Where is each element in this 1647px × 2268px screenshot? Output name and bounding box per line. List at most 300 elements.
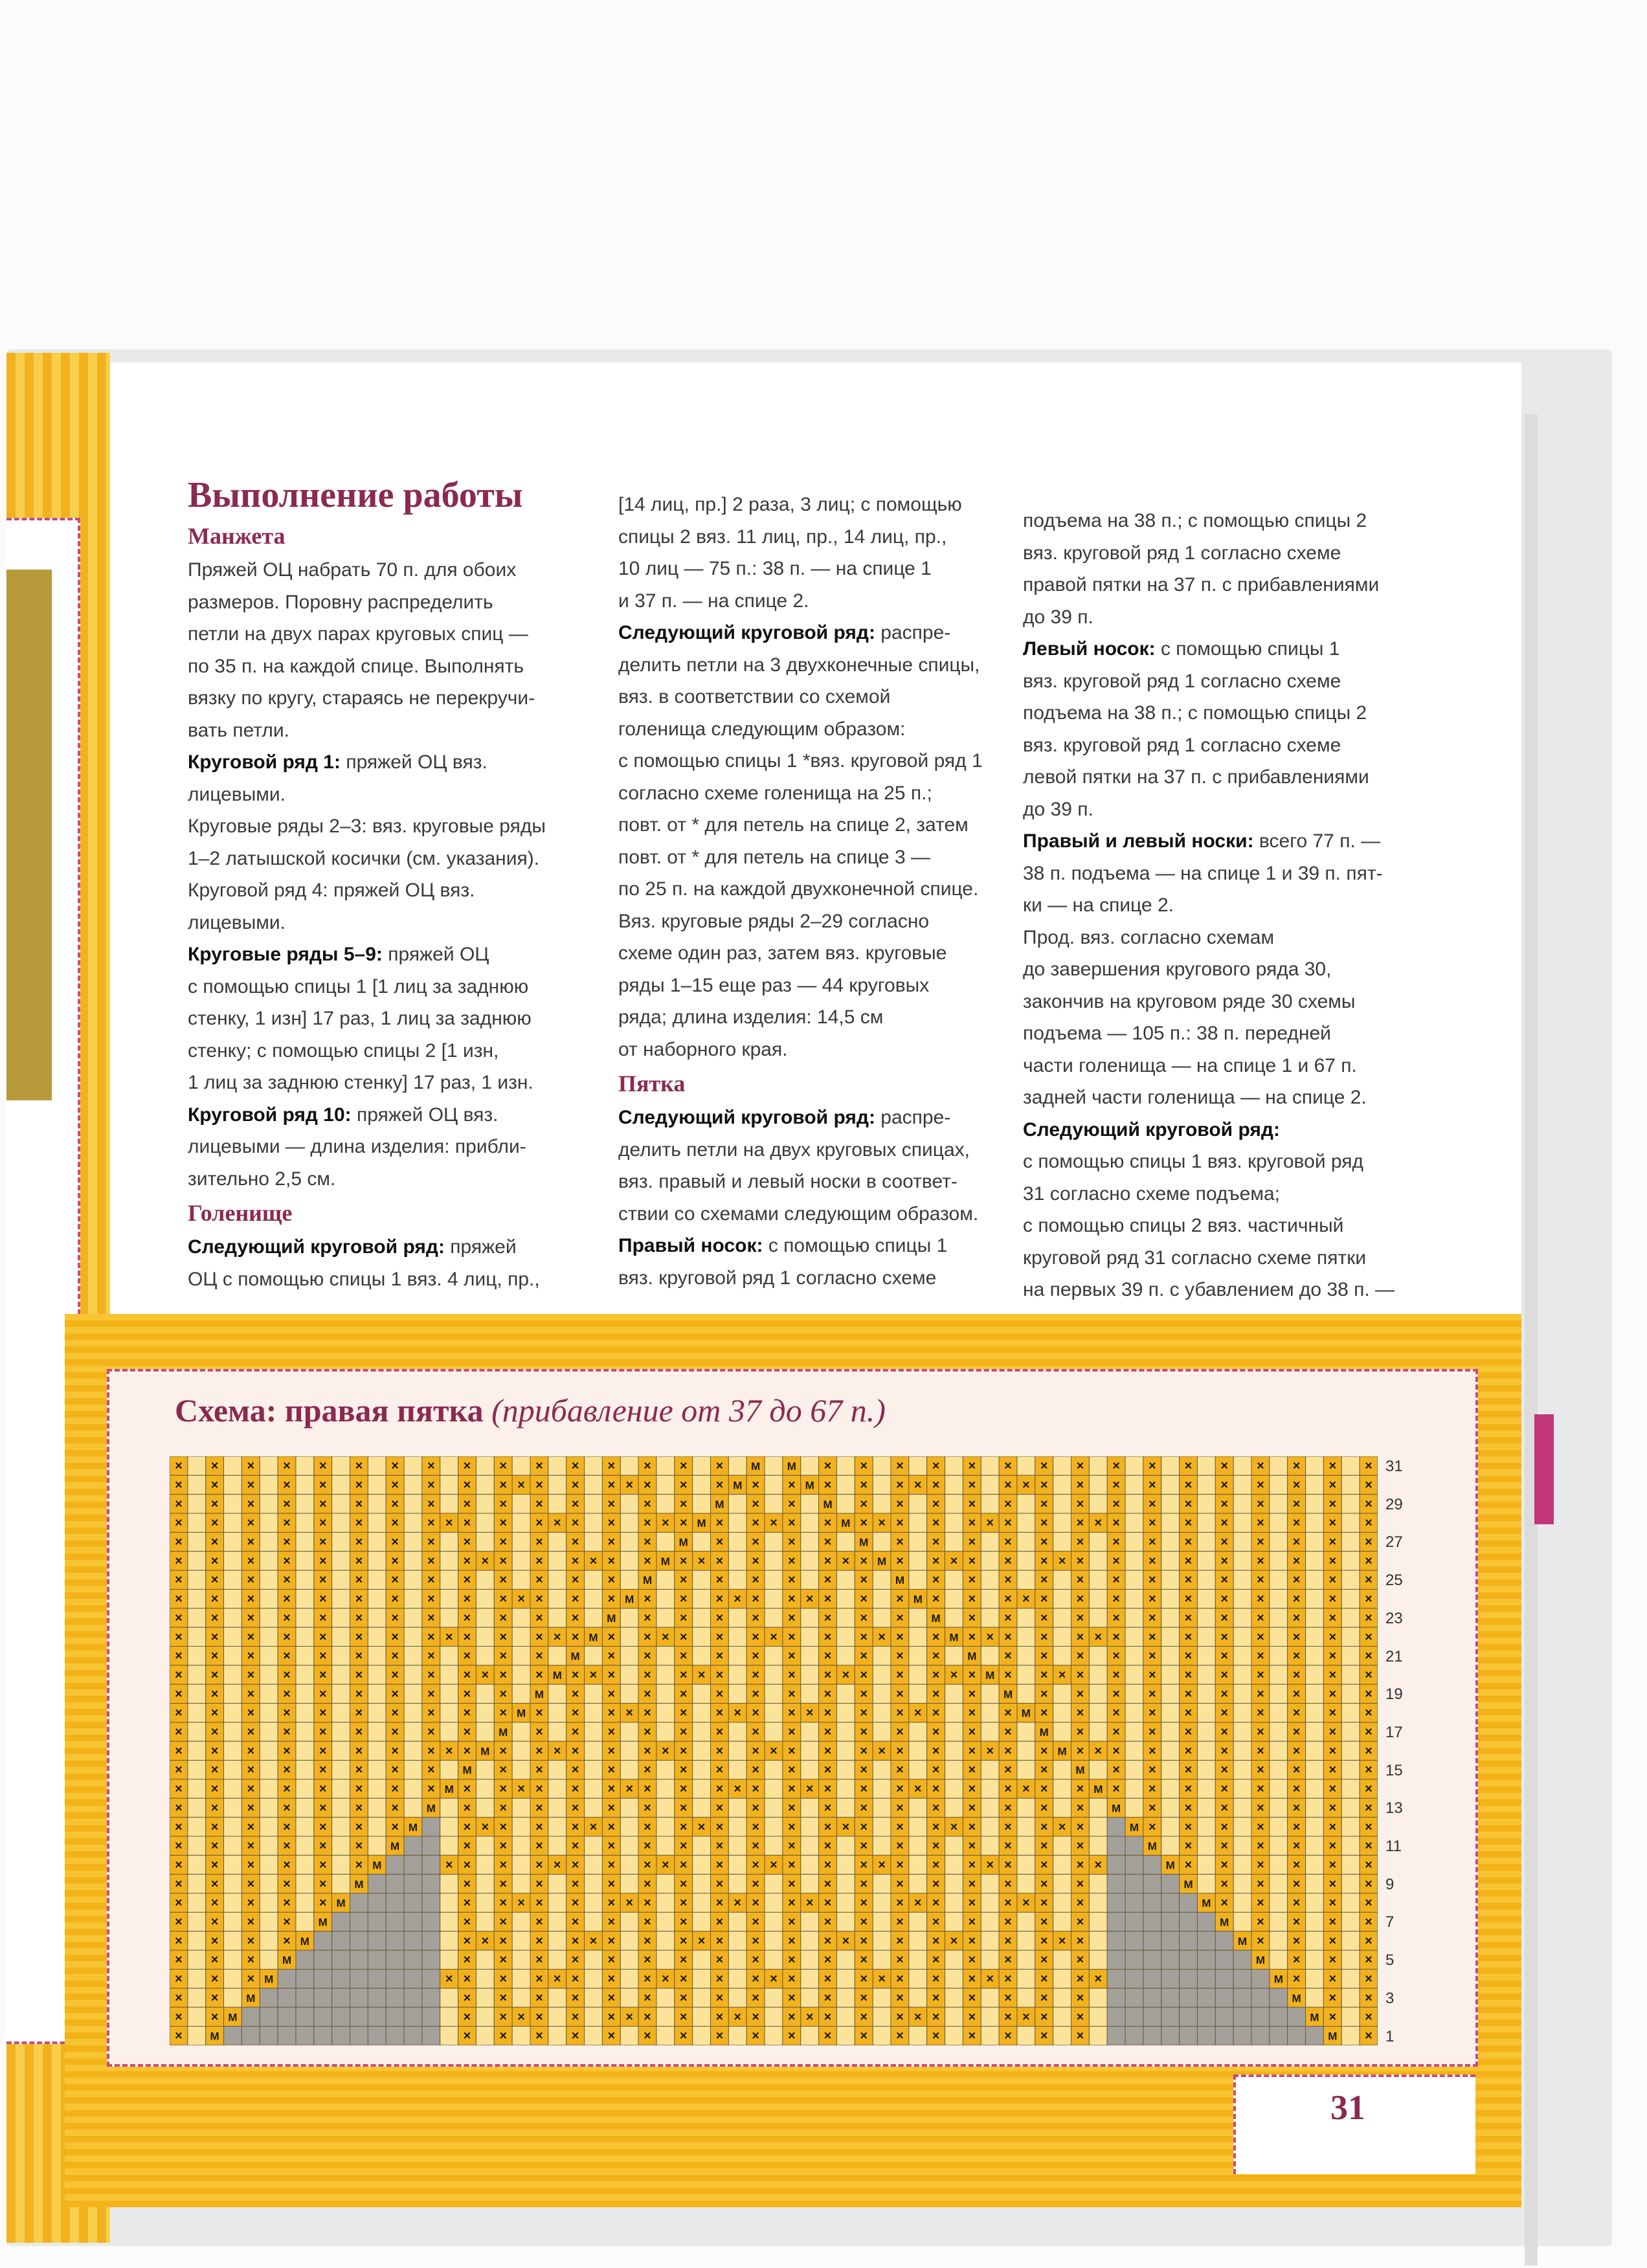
line-text: вяз. круговой ряд 1 согласно схеме xyxy=(1023,734,1341,756)
stitch-symbol: × xyxy=(752,1953,759,1968)
stitch-symbol: × xyxy=(1292,1592,1301,1606)
stitch-symbol: × xyxy=(968,1953,976,1968)
chart-cell xyxy=(476,1684,494,1703)
chart-cell xyxy=(801,1741,819,1760)
chart-cell xyxy=(620,1608,638,1627)
chart-cell xyxy=(1341,1513,1360,1532)
chart-cell xyxy=(512,2027,530,2045)
chart-cell xyxy=(1270,1665,1288,1684)
chart-cell xyxy=(548,1570,566,1589)
stitch-symbol: × xyxy=(391,1459,399,1474)
chart-cell xyxy=(1035,1647,1053,1665)
stitch-symbol: × xyxy=(1148,1592,1156,1606)
stitch-symbol: × xyxy=(1365,1706,1372,1720)
chart-cell xyxy=(999,1798,1017,1817)
chart-cell xyxy=(476,1647,494,1665)
chart-cell xyxy=(783,1931,801,1950)
stitch-symbol: × xyxy=(571,1610,579,1625)
chart-cell xyxy=(1071,1931,1090,1950)
chart-cell xyxy=(891,1931,909,1950)
chart-cell xyxy=(728,1570,746,1589)
chart-cell xyxy=(1270,1874,1288,1893)
stitch-symbol: × xyxy=(1328,1990,1337,2005)
chart-cell xyxy=(728,1608,746,1627)
chart-cell xyxy=(1053,1475,1071,1494)
stitch-symbol: × xyxy=(860,1819,868,1834)
stitch-symbol: × xyxy=(319,1858,327,1873)
chart-cell xyxy=(656,1874,675,1893)
chart-cell xyxy=(1323,1931,1341,1950)
chart-cell xyxy=(404,1836,422,1855)
chart-cell xyxy=(656,2027,675,2045)
chart-cell xyxy=(206,1513,224,1532)
chart-cell xyxy=(350,1836,368,1855)
chart-cell xyxy=(566,1495,585,1513)
chart-cell xyxy=(1053,1950,1071,1969)
chart-cell xyxy=(728,1532,746,1551)
chart-cell xyxy=(530,1608,548,1627)
chart-cell xyxy=(314,1761,332,1779)
chart-cell xyxy=(278,1513,296,1532)
text-line xyxy=(618,617,1033,649)
chart-cell xyxy=(188,1704,206,1722)
stitch-symbol: × xyxy=(427,1630,435,1645)
stitch-symbol: × xyxy=(427,1478,435,1493)
chart-cell xyxy=(1143,1912,1161,1931)
stitch-symbol: × xyxy=(1220,1801,1229,1816)
stitch-symbol: × xyxy=(319,1630,327,1645)
stitch-symbol: × xyxy=(1257,1553,1264,1568)
chart-cell xyxy=(422,1874,440,1893)
chart-cell xyxy=(386,1495,404,1513)
chart-cell xyxy=(422,1761,440,1779)
text-line xyxy=(618,809,1033,841)
chart-cell xyxy=(241,1589,260,1608)
chart-cell xyxy=(1180,1665,1198,1684)
chart-cell xyxy=(206,1931,224,1950)
chart-cell xyxy=(585,1912,603,1931)
stitch-symbol: × xyxy=(319,1516,327,1531)
stitch-symbol: × xyxy=(175,1706,183,1720)
knitting-chart-grid xyxy=(170,1456,1378,2045)
stitch-symbol: × xyxy=(319,1496,327,1511)
chart-cell xyxy=(296,1855,314,1874)
chart-cell xyxy=(855,2027,873,2045)
chart-cell xyxy=(999,1532,1017,1551)
chart-cell xyxy=(675,1818,693,1836)
chart-cell xyxy=(1215,1704,1233,1722)
chart-cell xyxy=(170,1912,188,1931)
chart-cell xyxy=(1071,1665,1090,1684)
stitch-symbol: × xyxy=(247,1876,255,1891)
chart-cell xyxy=(530,1988,548,2007)
line-text: ствии со схемами следующим образом. xyxy=(618,1203,979,1225)
chart-cell xyxy=(530,1665,548,1684)
stitch-symbol: × xyxy=(679,1553,688,1568)
chart-cell xyxy=(241,1950,260,1969)
chart-cell xyxy=(693,1969,711,1988)
chart-cell xyxy=(873,1855,891,1874)
stitch-symbol: × xyxy=(319,1876,327,1891)
chart-cell xyxy=(638,1779,656,1798)
stitch-symbol: × xyxy=(644,1839,651,1854)
stitch-symbol: × xyxy=(1220,1782,1229,1797)
chart-cell xyxy=(728,1665,746,1684)
chart-cell xyxy=(585,1570,603,1589)
chart-cell xyxy=(1161,1836,1180,1855)
stitch-symbol: × xyxy=(1365,1649,1372,1663)
chart-cell xyxy=(999,1608,1017,1627)
stitch-symbol: × xyxy=(860,1744,868,1759)
chart-cell xyxy=(170,1513,188,1532)
chart-cell xyxy=(512,1779,530,1798)
chart-cell xyxy=(1053,1912,1071,1931)
stitch-symbol: × xyxy=(1040,1687,1048,1702)
stitch-symbol: × xyxy=(571,2029,579,2043)
chart-cell xyxy=(224,1931,242,1950)
chart-cell xyxy=(999,1684,1017,1703)
line-text: с помощью спицы 1 [1 лиц за заднюю xyxy=(188,975,529,997)
stitch-symbol: × xyxy=(463,1535,471,1550)
chart-cell xyxy=(1341,1893,1360,1912)
chart-cell xyxy=(1306,1779,1324,1798)
chart-cell xyxy=(440,1969,458,1988)
chart-cell xyxy=(188,1551,206,1570)
stitch-symbol: × xyxy=(607,1535,616,1550)
stitch-symbol: × xyxy=(824,1649,832,1663)
chart-cell xyxy=(675,1665,693,1684)
text-line xyxy=(618,1198,1033,1230)
stitch-symbol: × xyxy=(896,1896,904,1911)
stitch-symbol: × xyxy=(805,1706,814,1720)
chart-cell xyxy=(981,1532,999,1551)
stitch-symbol: × xyxy=(662,1744,669,1759)
chart-cell xyxy=(1107,1761,1125,1779)
stitch-symbol: × xyxy=(787,1953,796,1968)
stitch-symbol: × xyxy=(1365,1876,1372,1891)
chart-cell xyxy=(728,2027,746,2045)
chart-cell xyxy=(1360,1722,1378,1741)
text-line xyxy=(188,1099,602,1131)
chart-cell xyxy=(783,1912,801,1931)
stitch-symbol: × xyxy=(1328,1516,1337,1531)
chart-cell xyxy=(693,1855,711,1874)
chart-cell xyxy=(548,1722,566,1741)
chart-cell xyxy=(909,1912,927,1931)
stitch-symbol: × xyxy=(319,1896,327,1911)
stitch-symbol: × xyxy=(355,1459,363,1474)
stitch-symbol: × xyxy=(950,1933,958,1948)
chart-cell xyxy=(386,1647,404,1665)
stitch-symbol: × xyxy=(1184,1496,1193,1511)
chart-cell xyxy=(1089,1950,1107,1969)
chart-cell xyxy=(1306,1741,1324,1760)
stitch-symbol: × xyxy=(715,1839,724,1854)
chart-cell xyxy=(530,1741,548,1760)
chart-cell xyxy=(206,1779,224,1798)
stitch-symbol: × xyxy=(1292,1610,1301,1625)
stitch-symbol: × xyxy=(499,2029,508,2043)
line-text: Круговой ряд 4: пряжей ОЦ вяз. xyxy=(188,880,475,901)
stitch-symbol: × xyxy=(752,1915,759,1929)
chart-cell xyxy=(1288,1893,1306,1912)
chart-cell xyxy=(585,1988,603,2007)
chart-cell xyxy=(512,1456,530,1475)
chart-cell xyxy=(620,1912,638,1931)
line-text: пряжей ОЦ вяз. xyxy=(341,751,487,773)
chart-cell xyxy=(206,1874,224,1893)
chart-cell xyxy=(675,1589,693,1608)
chart-cell xyxy=(512,1704,530,1722)
chart-cell xyxy=(1053,1704,1071,1722)
chart-cell xyxy=(260,1608,278,1627)
chart-cell xyxy=(440,1589,458,1608)
chart-cell xyxy=(602,1818,620,1836)
chart-cell xyxy=(1053,1893,1071,1912)
chart-cell xyxy=(1270,1684,1288,1703)
chart-cell xyxy=(241,1475,260,1494)
chart-cell xyxy=(693,1627,711,1646)
stitch-symbol: × xyxy=(968,1592,976,1606)
stitch-symbol: × xyxy=(1112,1592,1120,1606)
stitch-symbol: × xyxy=(1328,1592,1337,1606)
chart-cell xyxy=(422,1589,440,1608)
chart-cell xyxy=(836,1931,855,1950)
stitch-symbol: × xyxy=(1257,1610,1264,1625)
stitch-symbol: × xyxy=(319,1573,327,1588)
chart-cell xyxy=(1180,1608,1198,1627)
line-text: лицевыми. xyxy=(188,783,286,805)
chart-cell xyxy=(458,1570,476,1589)
chart-cell xyxy=(1323,1684,1341,1703)
chart-cell xyxy=(296,1741,314,1760)
chart-cell xyxy=(1071,2007,1090,2026)
chart-cell xyxy=(350,1950,368,1969)
chart-cell xyxy=(1215,2027,1233,2045)
chart-cell xyxy=(945,1589,963,1608)
chart-cell xyxy=(548,1684,566,1703)
text-line xyxy=(1023,922,1437,954)
chart-cell xyxy=(873,1589,891,1608)
chart-cell xyxy=(422,1475,440,1494)
chart-cell xyxy=(530,1874,548,1893)
chart-cell xyxy=(1089,1495,1107,1513)
chart-cell xyxy=(1089,1589,1107,1608)
stitch-symbol: × xyxy=(535,1496,543,1511)
chart-cell xyxy=(656,1741,675,1760)
chart-cell xyxy=(585,2027,603,2045)
chart-cell xyxy=(602,1969,620,1988)
stitch-symbol: × xyxy=(391,1819,399,1834)
chart-cell xyxy=(404,1608,422,1627)
chart-cell xyxy=(1306,1969,1324,1988)
chart-cell xyxy=(1306,1570,1324,1589)
stitch-symbol: × xyxy=(1112,1516,1120,1531)
stitch-symbol: × xyxy=(427,1782,435,1797)
stitch-symbol: × xyxy=(463,1592,471,1606)
chart-cell xyxy=(675,1684,693,1703)
chart-cell xyxy=(1197,1855,1215,1874)
stitch-symbol: × xyxy=(283,1876,291,1891)
stitch-symbol: × xyxy=(210,1762,219,1777)
chart-cell xyxy=(945,1665,963,1684)
chart-cell xyxy=(1071,1589,1090,1608)
stitch-symbol: × xyxy=(1365,1915,1372,1929)
chart-cell xyxy=(368,1495,386,1513)
chart-cell xyxy=(1341,1704,1360,1722)
chart-cell xyxy=(746,1665,765,1684)
stitch-symbol: × xyxy=(968,1630,976,1645)
chart-cell xyxy=(224,1456,242,1475)
chart-cell xyxy=(278,1551,296,1570)
stitch-symbol: × xyxy=(1184,1782,1193,1797)
chart-cell xyxy=(1323,1513,1341,1532)
line-text: ряда; длина изделия: 14,5 см xyxy=(618,1006,884,1028)
chart-cell xyxy=(494,1818,512,1836)
increase-symbol: M xyxy=(516,1707,526,1720)
stitch-symbol: × xyxy=(1184,1610,1193,1625)
stitch-symbol: × xyxy=(1257,1782,1264,1797)
chart-cell xyxy=(836,1570,855,1589)
chart-cell xyxy=(801,1722,819,1741)
stitch-symbol: × xyxy=(824,1725,832,1740)
chart-cell xyxy=(909,1874,927,1893)
stitch-symbol: × xyxy=(824,1553,832,1568)
chart-cell xyxy=(1215,1589,1233,1608)
stitch-symbol: × xyxy=(247,1573,255,1588)
stitch-symbol: × xyxy=(679,1573,688,1588)
chart-cell xyxy=(1035,2007,1053,2026)
chart-cell xyxy=(1251,1988,1270,2007)
chart-cell xyxy=(891,2007,909,2026)
chart-cell xyxy=(1270,1950,1288,1969)
stitch-symbol: × xyxy=(860,1801,868,1816)
chart-cell xyxy=(530,1647,548,1665)
stitch-symbol: × xyxy=(752,1896,759,1911)
chart-cell xyxy=(1360,1513,1378,1532)
chart-cell xyxy=(476,1456,494,1475)
chart-cell xyxy=(783,1836,801,1855)
chart-cell xyxy=(224,1608,242,1627)
stitch-symbol: × xyxy=(1292,1801,1301,1816)
chart-cell xyxy=(1341,1779,1360,1798)
chart-cell xyxy=(530,1475,548,1494)
chart-cell xyxy=(332,1722,350,1741)
chart-cell xyxy=(241,1495,260,1513)
chart-cell xyxy=(512,1969,530,1988)
chart-cell xyxy=(1125,1532,1143,1551)
stitch-symbol: × xyxy=(968,1933,976,1948)
chart-cell xyxy=(999,1627,1017,1646)
chart-cell xyxy=(927,1722,945,1741)
chart-cell xyxy=(548,1475,566,1494)
chart-cell xyxy=(1125,1589,1143,1608)
chart-cell xyxy=(188,1608,206,1627)
chart-cell xyxy=(728,1647,746,1665)
chart-cell xyxy=(422,1495,440,1513)
stitch-symbol: × xyxy=(175,1858,183,1873)
stitch-symbol: × xyxy=(824,1933,832,1948)
chart-cell xyxy=(1341,1532,1360,1551)
chart-cell xyxy=(188,1741,206,1760)
chart-cell xyxy=(566,1647,585,1665)
stitch-symbol: × xyxy=(1292,1553,1301,1568)
chart-cell xyxy=(1270,1647,1288,1665)
chart-cell xyxy=(1143,1704,1161,1722)
chart-cell xyxy=(801,1665,819,1684)
chart-cell xyxy=(585,1551,603,1570)
chart-cell xyxy=(422,2027,440,2045)
row-label: 15 xyxy=(1385,1761,1403,1779)
chart-cell xyxy=(873,1608,891,1627)
chart-cell xyxy=(728,1761,746,1779)
chart-cell xyxy=(1089,1722,1107,1741)
chart-cell xyxy=(260,1818,278,1836)
chart-cell xyxy=(927,1855,945,1874)
chart-cell xyxy=(1233,1969,1251,1988)
chart-cell xyxy=(1017,1950,1035,1969)
text-line xyxy=(1023,633,1437,665)
text-line xyxy=(188,874,602,907)
chart-cell xyxy=(1035,1456,1053,1475)
stitch-symbol: × xyxy=(1292,1516,1301,1531)
stitch-symbol: × xyxy=(175,1896,183,1911)
stitch-symbol: × xyxy=(175,2029,183,2043)
stitch-symbol: × xyxy=(1004,1933,1012,1948)
stitch-symbol: × xyxy=(752,1516,759,1531)
chart-cell xyxy=(585,1950,603,1969)
stitch-symbol: × xyxy=(571,1667,579,1682)
chart-cell xyxy=(224,1761,242,1779)
chart-cell xyxy=(783,1855,801,1874)
stitch-symbol: × xyxy=(607,2010,616,2025)
chart-cell xyxy=(1107,1704,1125,1722)
chart-cell xyxy=(170,1495,188,1513)
chart-cell xyxy=(548,1627,566,1646)
chart-cell xyxy=(296,1988,314,2007)
chart-cell xyxy=(855,2007,873,2026)
chart-cell xyxy=(494,1608,512,1627)
stitch-symbol: × xyxy=(607,1649,616,1663)
chart-cell xyxy=(999,1779,1017,1798)
stitch-symbol: × xyxy=(787,1762,796,1777)
stitch-symbol: × xyxy=(1328,1535,1337,1550)
chart-cell xyxy=(206,1761,224,1779)
chart-cell xyxy=(1161,1761,1180,1779)
chart-cell xyxy=(891,1779,909,1798)
stitch-symbol: × xyxy=(1076,1915,1084,1929)
stitch-symbol: × xyxy=(571,1858,579,1873)
chart-cell xyxy=(1288,1836,1306,1855)
stitch-symbol: × xyxy=(175,1744,183,1759)
chart-cell xyxy=(728,1912,746,1931)
stitch-symbol: × xyxy=(283,1496,291,1511)
chart-cell xyxy=(206,1665,224,1684)
stitch-symbol: × xyxy=(247,1933,255,1948)
chart-cell xyxy=(530,1722,548,1741)
chart-cell xyxy=(1341,1647,1360,1665)
chart-cell xyxy=(332,1589,350,1608)
chart-cell xyxy=(1053,1818,1071,1836)
line-text: повт. от * для петель на спице 2, затем xyxy=(618,814,969,836)
stitch-symbol: × xyxy=(499,1839,508,1854)
increase-symbol: M xyxy=(264,1973,274,1986)
increase-symbol: M xyxy=(1255,1954,1266,1967)
chart-cell xyxy=(728,1988,746,2007)
increase-symbol: M xyxy=(372,1859,382,1872)
chart-cell xyxy=(1215,1741,1233,1760)
chart-cell xyxy=(422,1665,440,1684)
